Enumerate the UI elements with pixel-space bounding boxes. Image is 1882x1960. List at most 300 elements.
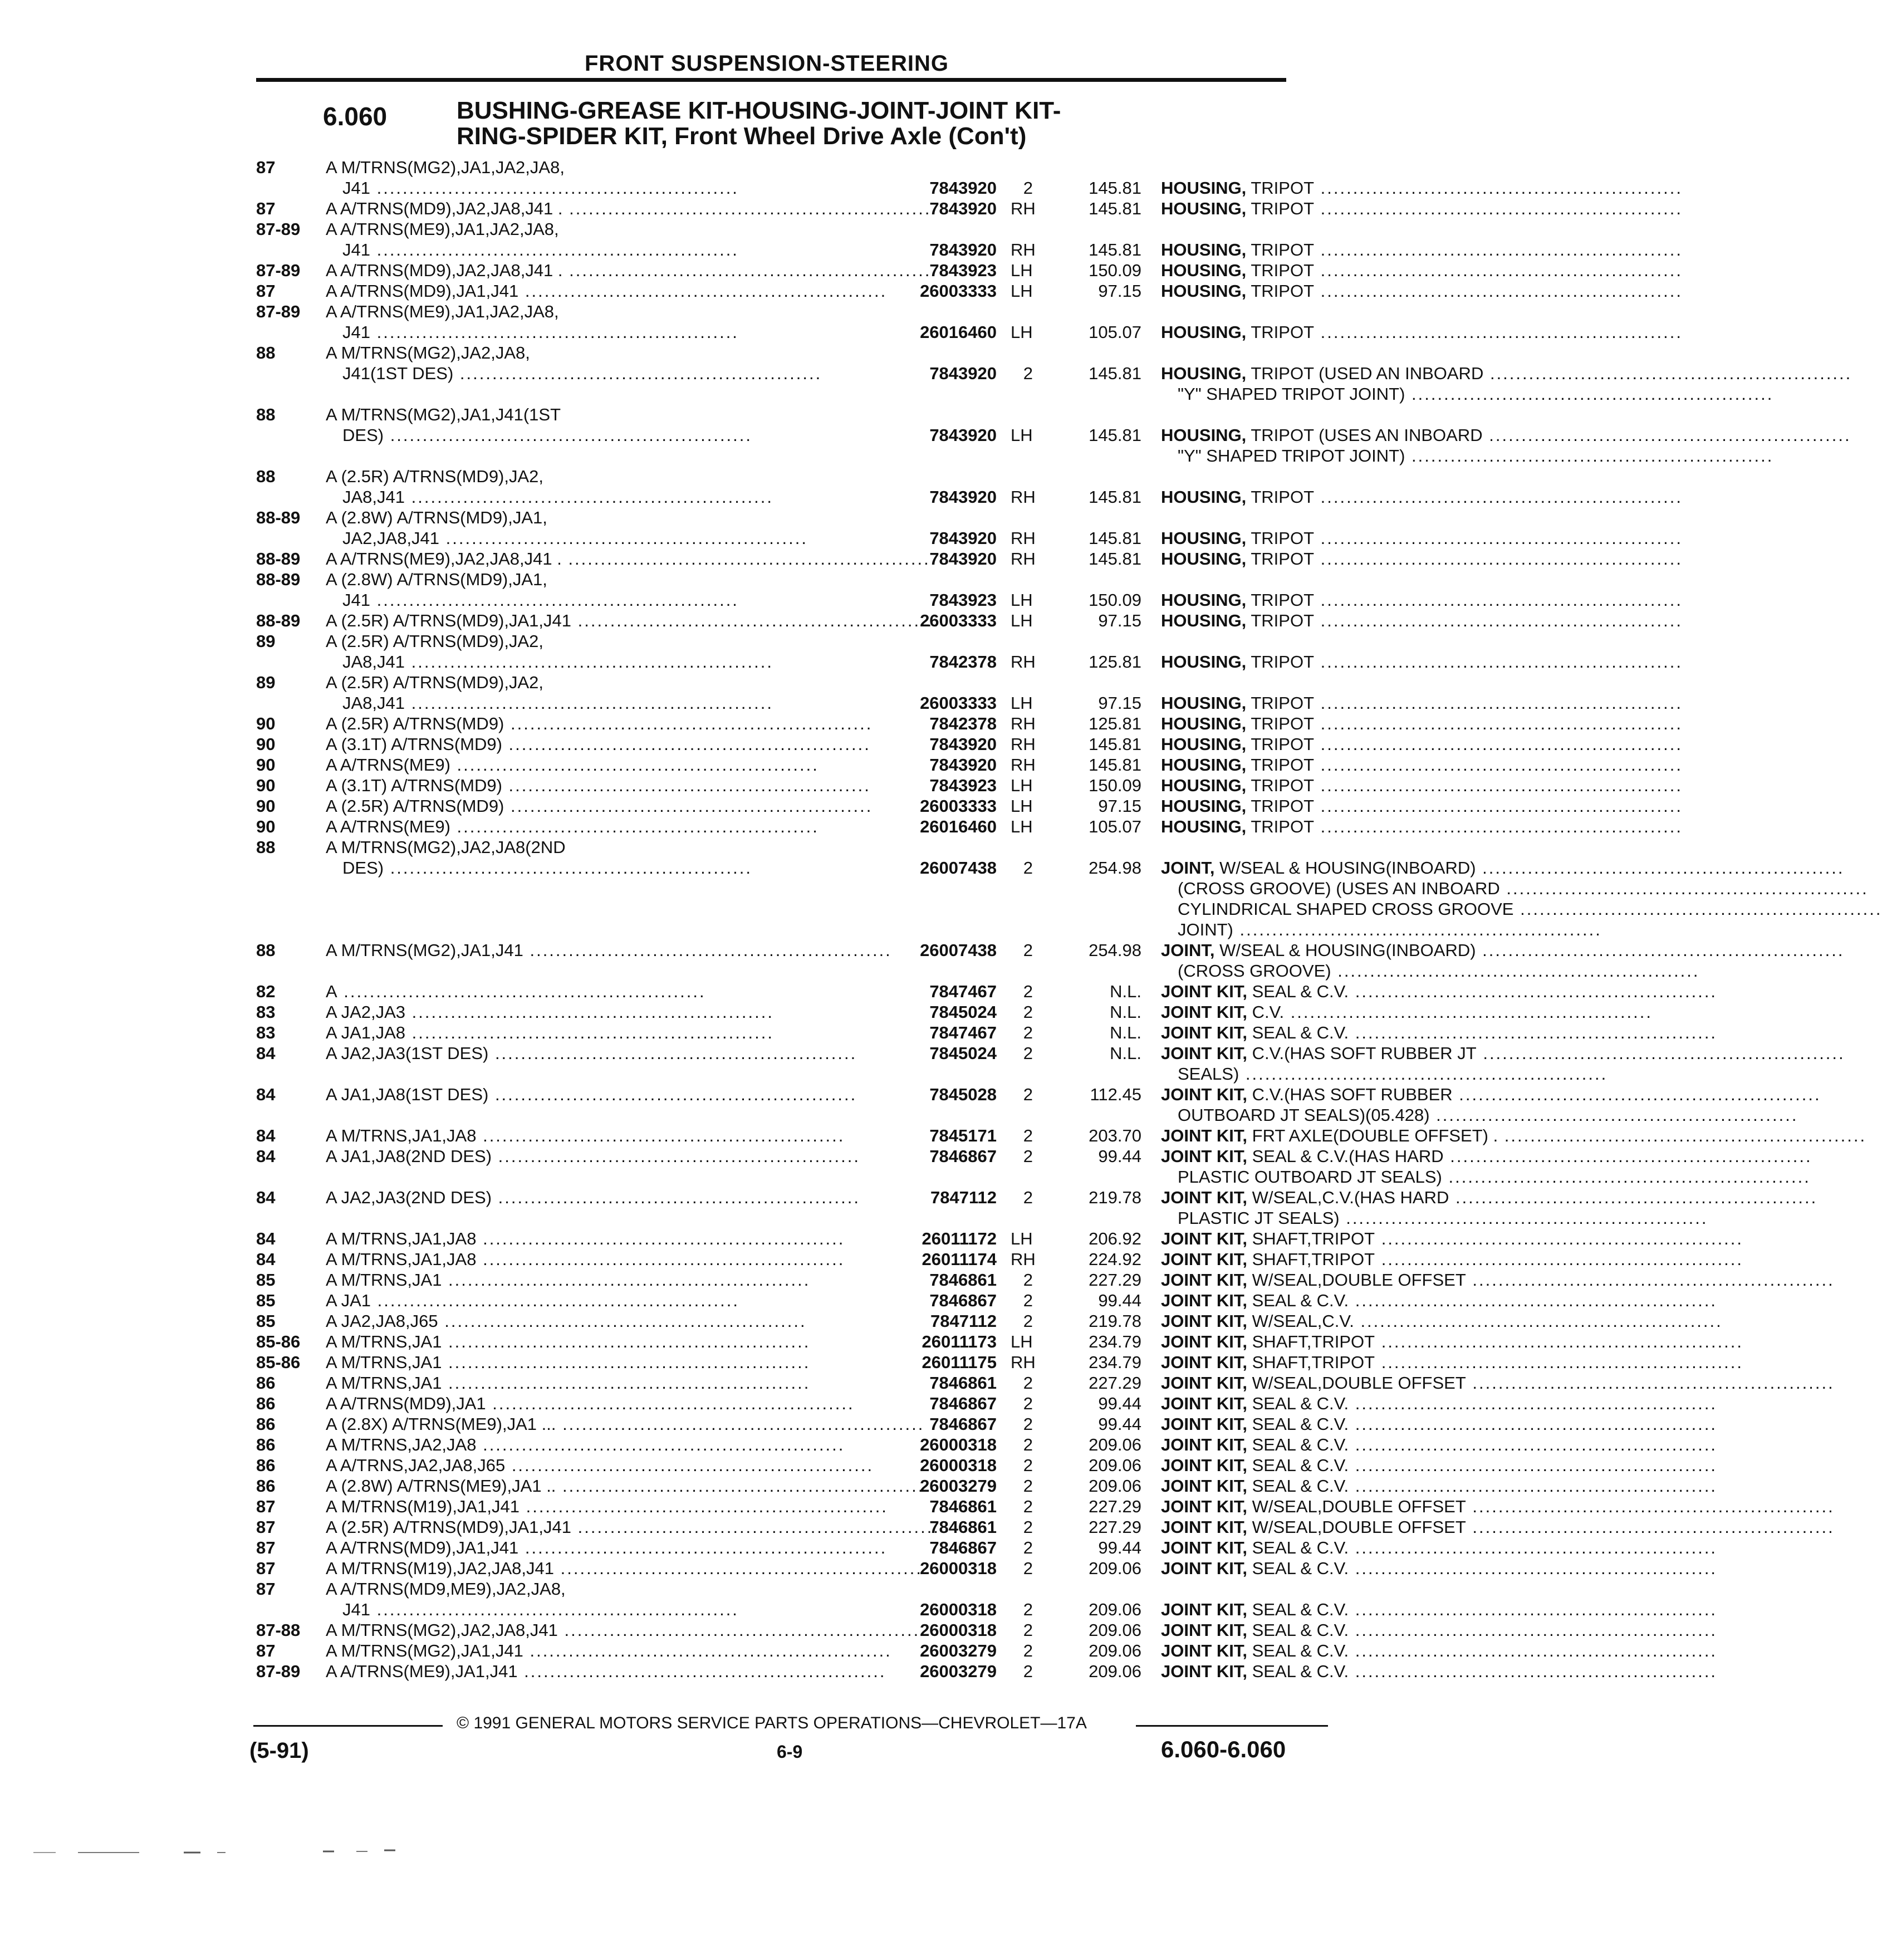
row-description-text: A M/TRNS,JA1	[326, 1353, 442, 1372]
row-price: N.L.	[1110, 1043, 1141, 1063]
leader-dots: ........................................................	[1449, 1188, 1818, 1207]
row-year: 88	[256, 837, 276, 857]
row-part-name-text: TRIPOT	[1246, 322, 1315, 342]
row-part-number: 7846867	[929, 1146, 997, 1166]
row-part-name-bold: HOUSING,	[1161, 528, 1247, 548]
row-description	[326, 1249, 845, 1270]
row-part-name	[1161, 1352, 1744, 1373]
part-row	[256, 1311, 1723, 1331]
row-part-number: 7846861	[929, 1270, 997, 1290]
row-year: 85	[256, 1291, 276, 1310]
row-part-name-text: OUTBOARD JT SEALS)(05.428)	[1178, 1105, 1430, 1125]
leader-dots: ........................................................	[1442, 1167, 1811, 1187]
row-quantity: 2	[1023, 1188, 1033, 1207]
row-part-name	[1161, 693, 1683, 713]
row-year: 86	[256, 1435, 276, 1454]
row-part-name-text: "Y" SHAPED TRIPOT JOINT)	[1178, 446, 1405, 465]
row-price: 150.09	[1089, 261, 1141, 280]
row-part-name-text: SEAL & C.V.	[1247, 1600, 1349, 1619]
leader-dots: ........................................................	[492, 1146, 860, 1166]
part-row	[256, 1352, 1744, 1373]
part-row	[256, 775, 1683, 796]
row-price: N.L.	[1110, 1002, 1141, 1022]
row-price: 219.78	[1089, 1311, 1141, 1331]
row-year: 89	[256, 631, 276, 651]
leader-dots: ........................................................	[1466, 1270, 1835, 1290]
row-description-text: A JA1,JA8(1ST DES)	[326, 1085, 489, 1104]
row-description-text: A (2.5R) A/TRNS(MD9),JA2,	[326, 631, 544, 651]
leader-dots: ........................................................	[1476, 1043, 1845, 1063]
row-price: 150.09	[1089, 776, 1141, 795]
row-year: 90	[256, 755, 276, 775]
leader-dots: ........................................................	[488, 1085, 857, 1104]
part-row	[256, 363, 1852, 384]
row-part-name-text: C.V.(HAS SOFT RUBBER	[1247, 1085, 1453, 1104]
row-part-name-bold: JOINT KIT,	[1161, 1353, 1248, 1372]
row-quantity: LH	[1011, 590, 1033, 610]
row-part-name-text: TRIPOT	[1246, 549, 1315, 569]
row-description-text: A M/TRNS(MG2),JA2,JA8,	[326, 343, 530, 362]
row-part-name	[1178, 1105, 1798, 1125]
row-price: 209.06	[1089, 1456, 1141, 1475]
row-part-name-bold: HOUSING,	[1161, 611, 1247, 630]
row-description	[326, 1434, 845, 1455]
row-description	[326, 1640, 892, 1661]
row-quantity: 2	[1023, 1456, 1033, 1475]
row-part-name-bold: JOINT KIT,	[1161, 1476, 1248, 1496]
row-price: 209.06	[1089, 1600, 1141, 1619]
leader-dots: ........................................................	[1314, 652, 1683, 672]
row-part-number: 7846867	[929, 1538, 997, 1557]
row-quantity: 2	[1023, 1517, 1033, 1537]
row-part-name	[1161, 734, 1683, 754]
row-description-text: A (2.8X) A/TRNS(ME9),JA1 ...	[326, 1414, 556, 1434]
part-row	[256, 528, 1683, 548]
row-description	[326, 1517, 940, 1537]
row-price: 99.44	[1098, 1538, 1141, 1557]
row-year: 84	[256, 1250, 276, 1269]
row-year: 88-89	[256, 549, 301, 569]
row-quantity: 2	[1023, 1662, 1033, 1681]
leader-dots: ........................................................	[492, 1188, 860, 1207]
row-part-number: 26016460	[920, 817, 997, 836]
part-row	[256, 1496, 1835, 1517]
row-quantity: 2	[1023, 1414, 1033, 1434]
row-part-name-bold: JOINT KIT,	[1161, 1043, 1248, 1063]
row-part-name-text: W/SEAL,C.V.	[1247, 1311, 1354, 1331]
row-price: 145.81	[1089, 364, 1141, 383]
row-price: 234.79	[1089, 1332, 1141, 1351]
row-part-name	[1178, 445, 1774, 466]
leader-dots: ........................................................	[453, 364, 822, 383]
leader-dots: ........................................................	[562, 199, 932, 218]
leader-dots: ........................................................	[562, 261, 932, 280]
row-description	[342, 528, 816, 548]
row-part-name	[1161, 1414, 1718, 1434]
row-part-name	[1178, 1167, 1811, 1187]
leader-dots: ........................................................	[1466, 1373, 1835, 1393]
leader-dots: ........................................................	[518, 1538, 888, 1557]
leader-dots: ........................................................	[1498, 1126, 1867, 1145]
part-row	[256, 1414, 1718, 1434]
part-row	[256, 1167, 1811, 1187]
leader-dots: ........................................................	[1314, 240, 1683, 259]
leader-dots: ........................................................	[1349, 1023, 1718, 1042]
row-part-name-text: SEAL & C.V.	[1247, 1456, 1349, 1475]
row-description-text: A M/TRNS(MG2),JA1,J41	[326, 940, 523, 960]
row-part-name	[1161, 425, 1851, 445]
row-description	[326, 1661, 886, 1682]
leader-dots: ........................................................	[1314, 528, 1683, 548]
row-part-number: 7843920	[929, 240, 997, 259]
leader-dots: ........................................................	[1429, 1105, 1798, 1125]
row-part-name-text: "Y" SHAPED TRIPOT JOINT)	[1178, 384, 1405, 404]
row-part-name-bold: HOUSING,	[1161, 425, 1247, 445]
row-description-text: J41	[342, 240, 370, 259]
row-description-text: J41	[342, 322, 370, 342]
row-price: 145.81	[1089, 734, 1141, 754]
part-row	[256, 734, 1683, 754]
leader-dots: ........................................................	[1349, 1559, 1718, 1578]
row-price: 145.81	[1089, 487, 1141, 507]
part-row	[256, 569, 1325, 590]
row-description-text: A M/TRNS(M19),JA2,JA8,J41	[326, 1559, 555, 1578]
row-quantity: 2	[1023, 364, 1033, 383]
row-part-number: 26003279	[920, 1641, 997, 1660]
leader-dots: ........................................................	[1466, 1517, 1835, 1537]
part-row	[256, 301, 1325, 322]
row-part-name-bold: HOUSING,	[1161, 240, 1247, 259]
row-part-name-bold: JOINT KIT,	[1161, 1662, 1248, 1681]
part-row	[256, 1620, 1718, 1640]
footer-copyright: © 1991 GENERAL MOTORS SERVICE PARTS OPERATIONS—CHEVROLET—17A	[457, 1714, 1087, 1732]
row-part-name	[1161, 796, 1683, 816]
leader-dots: ........................................................	[1314, 755, 1683, 775]
row-price: 227.29	[1089, 1517, 1141, 1537]
row-description-text: A M/TRNS,JA1	[326, 1332, 442, 1351]
row-quantity: 2	[1023, 1476, 1033, 1496]
leader-dots: ........................................................	[370, 590, 739, 610]
row-part-name	[1161, 590, 1683, 610]
row-quantity: LH	[1011, 796, 1033, 816]
row-part-name-bold: JOINT KIT,	[1161, 982, 1248, 1001]
part-row	[256, 1661, 1718, 1682]
row-description	[326, 569, 880, 590]
row-quantity: RH	[1011, 549, 1036, 569]
row-part-name	[1161, 1558, 1718, 1579]
scan-artifact-marks	[33, 1846, 412, 1857]
row-part-name-text: SEAL & C.V.	[1247, 1476, 1349, 1496]
row-year: 86	[256, 1476, 276, 1496]
row-year: 86	[256, 1414, 276, 1434]
row-part-number: 26007438	[920, 940, 997, 960]
row-part-name-text: SHAFT,TRIPOT	[1247, 1250, 1375, 1269]
row-part-number: 7846867	[929, 1291, 997, 1310]
row-part-name-bold: JOINT KIT,	[1161, 1229, 1248, 1248]
row-description-text: JA8,J41	[342, 693, 405, 713]
part-row	[256, 1208, 1708, 1228]
leader-dots: ........................................................	[1349, 1456, 1718, 1475]
part-row	[256, 1434, 1718, 1455]
row-part-name-text: W/SEAL & HOUSING(INBOARD)	[1214, 940, 1476, 960]
footer-date: (5-91)	[249, 1738, 309, 1763]
row-part-name-bold: JOINT KIT,	[1161, 1085, 1248, 1104]
row-price: 227.29	[1089, 1270, 1141, 1290]
row-part-name-bold: HOUSING,	[1161, 549, 1247, 569]
leader-dots: ........................................................	[1443, 1146, 1812, 1166]
row-year: 87	[256, 281, 276, 301]
row-description	[326, 734, 871, 754]
part-row	[256, 1043, 1845, 1064]
row-description	[342, 363, 822, 384]
part-row	[256, 631, 1325, 651]
row-description	[326, 1002, 816, 1022]
leader-dots: ........................................................	[1405, 384, 1774, 404]
leader-dots: ........................................................	[571, 611, 940, 630]
row-price: 254.98	[1089, 940, 1141, 960]
row-part-name-bold: JOINT KIT,	[1161, 1126, 1248, 1145]
row-part-name	[1161, 363, 1852, 384]
row-description	[342, 590, 816, 610]
row-description	[326, 219, 880, 239]
row-quantity: LH	[1011, 817, 1033, 836]
part-row	[256, 1599, 1718, 1620]
row-price: 97.15	[1098, 611, 1141, 630]
row-quantity: LH	[1011, 425, 1033, 445]
part-row	[256, 1393, 1718, 1414]
row-part-number: 7843923	[929, 261, 997, 280]
row-description-text: A A/TRNS(ME9),JA1,J41	[326, 1662, 518, 1681]
row-year: 88-89	[256, 611, 301, 630]
leader-dots: ........................................................	[384, 858, 753, 878]
row-description-text: DES)	[342, 858, 384, 878]
leader-dots: ........................................................	[450, 817, 819, 836]
row-part-name-text: FRT AXLE(DOUBLE OFFSET) .	[1247, 1126, 1498, 1145]
leader-dots: ........................................................	[1239, 1064, 1608, 1084]
row-price: 105.07	[1089, 322, 1141, 342]
leader-dots: ........................................................	[1314, 796, 1683, 816]
leader-dots: ........................................................	[486, 1394, 855, 1413]
row-description-text: A A/TRNS(ME9),JA2,JA8,J41 .	[326, 549, 562, 569]
leader-dots: ........................................................	[1339, 1208, 1708, 1228]
row-price: 254.98	[1089, 858, 1141, 878]
leader-dots: ........................................................	[523, 940, 892, 960]
part-row	[256, 693, 1683, 713]
row-part-name	[1161, 1537, 1718, 1558]
row-part-name-bold: JOINT KIT,	[1161, 1250, 1248, 1269]
leader-dots: ........................................................	[517, 1662, 886, 1681]
section-title-line-2: RING-SPIDER KIT, Front Wheel Drive Axle (Con't)	[457, 122, 1027, 150]
row-description-text: A A/TRNS(ME9)	[326, 817, 450, 836]
leader-dots: ........................................................	[1314, 611, 1683, 630]
leader-dots: ........................................................	[561, 549, 930, 569]
row-part-name-text: TRIPOT	[1246, 590, 1315, 610]
row-description	[326, 281, 888, 301]
row-description-text: A A/TRNS(MD9),JA1,J41	[326, 1538, 519, 1557]
row-part-name-bold: JOINT KIT,	[1161, 1456, 1248, 1475]
leader-dots: ........................................................	[557, 1620, 927, 1640]
row-part-name-bold: HOUSING,	[1161, 281, 1247, 301]
part-row	[256, 1270, 1835, 1290]
row-part-name-bold: JOINT KIT,	[1161, 1414, 1248, 1434]
row-part-number: 26000318	[920, 1600, 997, 1619]
row-part-number: 7842378	[929, 652, 997, 672]
row-year: 90	[256, 796, 276, 816]
row-description	[342, 178, 816, 198]
leader-dots: ........................................................	[1476, 940, 1845, 960]
row-price: 209.06	[1089, 1476, 1141, 1496]
row-year: 88-89	[256, 570, 301, 589]
row-description-text: A A/TRNS(MD9),JA1	[326, 1394, 486, 1413]
row-year: 88	[256, 467, 276, 486]
row-year: 87-89	[256, 302, 301, 321]
row-quantity: 2	[1023, 1085, 1033, 1104]
row-price: 227.29	[1089, 1497, 1141, 1516]
row-part-name-text: W/SEAL,DOUBLE OFFSET	[1247, 1373, 1466, 1393]
row-description	[326, 342, 880, 363]
row-price: 145.81	[1089, 178, 1141, 198]
leader-dots: ........................................................	[556, 1414, 925, 1434]
row-description-text: A M/TRNS,JA1,JA8	[326, 1250, 477, 1269]
row-part-number: 26011173	[922, 1332, 997, 1351]
part-row	[256, 322, 1683, 342]
leader-dots: ........................................................	[1314, 776, 1683, 795]
row-part-name-text: TRIPOT	[1246, 199, 1315, 218]
row-part-name	[1161, 528, 1683, 548]
row-part-name-text: TRIPOT	[1246, 652, 1315, 672]
row-description-text: A JA1,JA8	[326, 1023, 406, 1042]
row-part-name-text: SEAL & C.V.	[1247, 1662, 1349, 1681]
row-description-text: A JA2,JA3(2ND DES)	[326, 1188, 492, 1207]
leader-dots: ........................................................	[1375, 1229, 1744, 1248]
leader-dots: ........................................................	[519, 1497, 888, 1516]
row-part-number: 7843920	[929, 178, 997, 198]
row-part-name	[1161, 1311, 1723, 1331]
row-year: 87	[256, 1559, 276, 1578]
row-quantity: RH	[1011, 734, 1036, 754]
leader-dots: ........................................................	[442, 1270, 811, 1290]
row-part-name-bold: JOINT,	[1161, 858, 1215, 878]
row-part-number: 7843920	[929, 487, 997, 507]
part-row	[256, 1002, 1653, 1022]
row-part-name-text: TRIPOT	[1246, 487, 1315, 507]
row-description	[326, 796, 873, 816]
row-description	[326, 1373, 816, 1393]
row-description-text: A A/TRNS,JA2,JA8,J65	[326, 1456, 506, 1475]
row-part-name-text: SHAFT,TRIPOT	[1247, 1229, 1375, 1248]
leader-dots: ........................................................	[1349, 1394, 1718, 1413]
row-part-number: 7845024	[929, 1043, 997, 1063]
row-part-name	[1161, 322, 1683, 342]
row-description	[326, 1311, 816, 1331]
row-description	[326, 940, 892, 961]
row-part-name	[1161, 1373, 1835, 1393]
footer-rule-right	[1136, 1725, 1328, 1727]
row-part-number: 26011175	[922, 1353, 997, 1372]
row-part-name-text: SEAL & C.V.	[1247, 1435, 1349, 1454]
row-part-name-bold: HOUSING,	[1161, 734, 1247, 754]
row-part-number: 26007438	[920, 858, 997, 878]
row-description-text: A (2.5R) A/TRNS(MD9),JA1,J41	[326, 611, 572, 630]
leader-dots: ........................................................	[523, 1641, 892, 1660]
row-part-name-text: TRIPOT	[1246, 734, 1315, 754]
row-part-name-text: SEAL & C.V.	[1247, 1394, 1349, 1413]
row-part-name	[1161, 1661, 1718, 1682]
row-part-name	[1161, 281, 1683, 301]
row-part-number: 7842378	[929, 714, 997, 733]
row-part-number: 7843920	[929, 549, 997, 569]
row-year: 84	[256, 1043, 276, 1063]
row-part-number: 7846861	[929, 1497, 997, 1516]
row-part-number: 26011172	[922, 1229, 997, 1248]
row-description-text: A M/TRNS,JA1,JA8	[326, 1229, 477, 1248]
row-price: 209.06	[1089, 1559, 1141, 1578]
leader-dots: ........................................................	[504, 714, 873, 733]
row-part-name-text: (CROSS GROOVE) (USES AN INBOARD	[1178, 879, 1500, 898]
row-part-number: 7847467	[929, 982, 997, 1001]
row-description-text: A (2.8W) A/TRNS(MD9),JA1,	[326, 508, 547, 527]
row-price: 209.06	[1089, 1435, 1141, 1454]
leader-dots: ........................................................	[1314, 199, 1683, 218]
row-price: N.L.	[1110, 982, 1141, 1001]
row-part-name	[1161, 1599, 1718, 1620]
row-part-name-bold: HOUSING,	[1161, 199, 1247, 218]
row-part-name	[1161, 775, 1683, 796]
part-row	[256, 198, 1683, 219]
leader-dots: ........................................................	[1314, 322, 1683, 342]
row-description-text: A (2.5R) A/TRNS(MD9)	[326, 714, 504, 733]
row-description	[326, 1084, 857, 1105]
row-part-name-text: SEAL & C.V.	[1247, 1559, 1349, 1578]
part-row	[256, 219, 1325, 239]
row-part-name-text: SEAL & C.V.	[1247, 1023, 1349, 1042]
leader-dots: ........................................................	[1375, 1250, 1744, 1269]
row-part-name	[1161, 1455, 1718, 1476]
row-description	[326, 157, 880, 178]
row-year: 90	[256, 714, 276, 733]
part-row	[256, 1331, 1744, 1352]
part-row	[256, 445, 1774, 466]
leader-dots: ........................................................	[518, 281, 888, 301]
row-description-text: A M/TRNS(M19),JA1,J41	[326, 1497, 519, 1516]
row-year: 83	[256, 1023, 276, 1042]
row-part-number: 26000318	[920, 1620, 997, 1640]
row-description-text: A A/TRNS(ME9)	[326, 755, 450, 775]
row-description-text: A M/TRNS,JA1	[326, 1373, 442, 1393]
leader-dots: ........................................................	[1314, 693, 1683, 713]
leader-dots: ........................................................	[1482, 425, 1851, 445]
row-part-name	[1178, 899, 1882, 919]
row-quantity: 2	[1023, 940, 1033, 960]
row-description-text: A A/TRNS(MD9),JA2,JA8,J41 .	[326, 261, 563, 280]
row-year: 88	[256, 405, 276, 424]
part-row	[256, 1640, 1718, 1661]
row-part-name-bold: JOINT KIT,	[1161, 1497, 1248, 1516]
row-part-name-text: TRIPOT	[1246, 261, 1315, 280]
row-price: 206.92	[1089, 1229, 1141, 1248]
row-quantity: 2	[1023, 1023, 1033, 1042]
row-year: 87	[256, 199, 276, 218]
row-part-name-text: SEAL & C.V.	[1247, 1538, 1349, 1557]
row-part-name	[1161, 1187, 1818, 1208]
row-part-name-text: SEAL & C.V.	[1247, 1414, 1349, 1434]
row-part-name	[1161, 1249, 1744, 1270]
row-price: 125.81	[1089, 714, 1141, 733]
row-description	[326, 507, 880, 528]
row-description	[326, 301, 880, 322]
part-row	[256, 899, 1882, 919]
leader-dots: ........................................................	[405, 693, 773, 713]
